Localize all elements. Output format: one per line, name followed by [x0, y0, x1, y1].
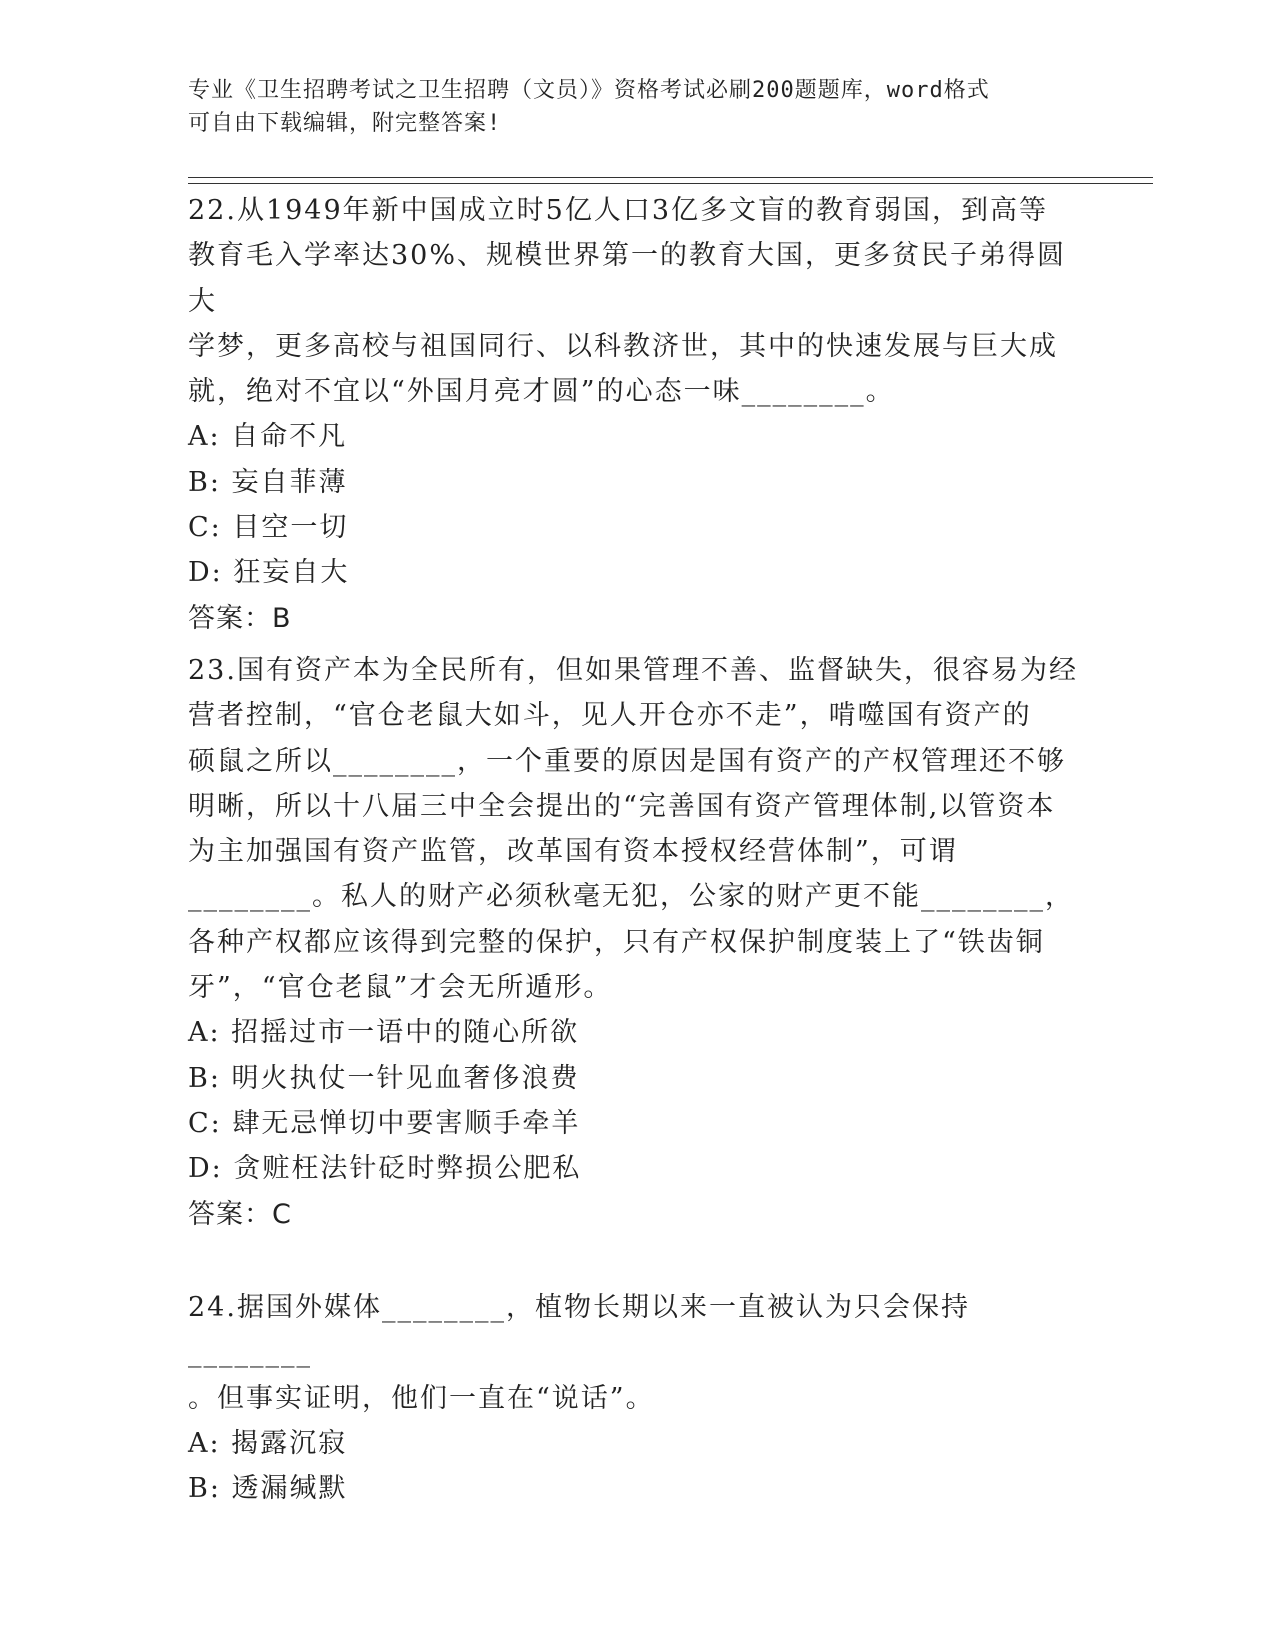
option-c: C: 目空一切: [188, 512, 349, 544]
option-c: C: 肆无忌惮切中要害顺手牵羊: [188, 1107, 581, 1139]
option-d: D: 贪赃枉法针砭时弊损公肥私: [188, 1153, 582, 1185]
question-text-line: 各种产权都应该得到完整的保护，只有产权保护制度装上了“铁齿铜: [188, 926, 1045, 958]
question-text-line: 24.据国外媒体________，植物长期以来一直被认为只会保持________: [188, 1292, 970, 1369]
header-divider-top: [188, 177, 1153, 178]
option-b: B: 明火执仗一针见血奢侈浪费: [188, 1062, 580, 1094]
option-a: A: 自命不凡: [188, 421, 348, 453]
answer: 答案：C: [188, 1198, 292, 1230]
question-text-line: 。但事实证明，他们一直在“说话”。: [188, 1382, 655, 1414]
option-b: B: 透漏缄默: [188, 1473, 348, 1505]
option-a: A: 招摇过市一语中的随心所欲: [188, 1017, 580, 1049]
document-header: [188, 74, 1088, 140]
question-text-line: 明晰，所以十八届三中全会提出的“完善国有资产管理体制,以管资本: [188, 790, 1056, 822]
question-text-line: 就，绝对不宜以“外国月亮才圆”的心态一味________。: [188, 376, 895, 408]
question-text-line: 教育毛入学率达30%、规模世界第一的教育大国，更多贫民子弟得圆大: [188, 240, 1067, 317]
answer: 答案：B: [188, 602, 292, 634]
question-text-line: 硕鼠之所以________，一个重要的原因是国有资产的产权管理还不够: [188, 745, 1066, 777]
question-text-line: ________。私人的财产必须秋毫无犯，公家的财产更不能________，: [188, 881, 1074, 913]
question-text-line: 22.从1949年新中国成立时5亿人口3亿多文盲的教育弱国，到高等: [188, 195, 1049, 226]
question-22: [188, 188, 1088, 641]
question-text-line: 为主加强国有资产监管，改革国有资本授权经营体制”，可谓: [188, 836, 958, 868]
header-line: 可自由下载编辑，附完整答案!: [188, 111, 502, 136]
question-text-line: 营者控制，“官仓老鼠大如斗，见人开仓亦不走”，啃噬国有资产的: [188, 700, 1032, 732]
option-d: D: 狂妄自大: [188, 557, 350, 589]
question-text-line: 学梦，更多高校与祖国同行、以科教济世，其中的快速发展与巨大成: [188, 330, 1058, 362]
option-b: B: 妄自菲薄: [188, 466, 348, 498]
header-divider-bottom: [188, 183, 1153, 184]
question-23: [188, 648, 1088, 1237]
option-a: A: 揭露沉寂: [188, 1427, 348, 1459]
question-text-line: 牙”，“官仓老鼠”才会无所遁形。: [188, 972, 613, 1004]
header-line: 专业《卫生招聘考试之卫生招聘（文员）》资格考试必刷200题题库，word格式: [188, 78, 990, 103]
question-text-line: 23.国有资产本为全民所有，但如果管理不善、监督缺失，很容易为经: [188, 655, 1078, 686]
question-24: [188, 1285, 1088, 1511]
